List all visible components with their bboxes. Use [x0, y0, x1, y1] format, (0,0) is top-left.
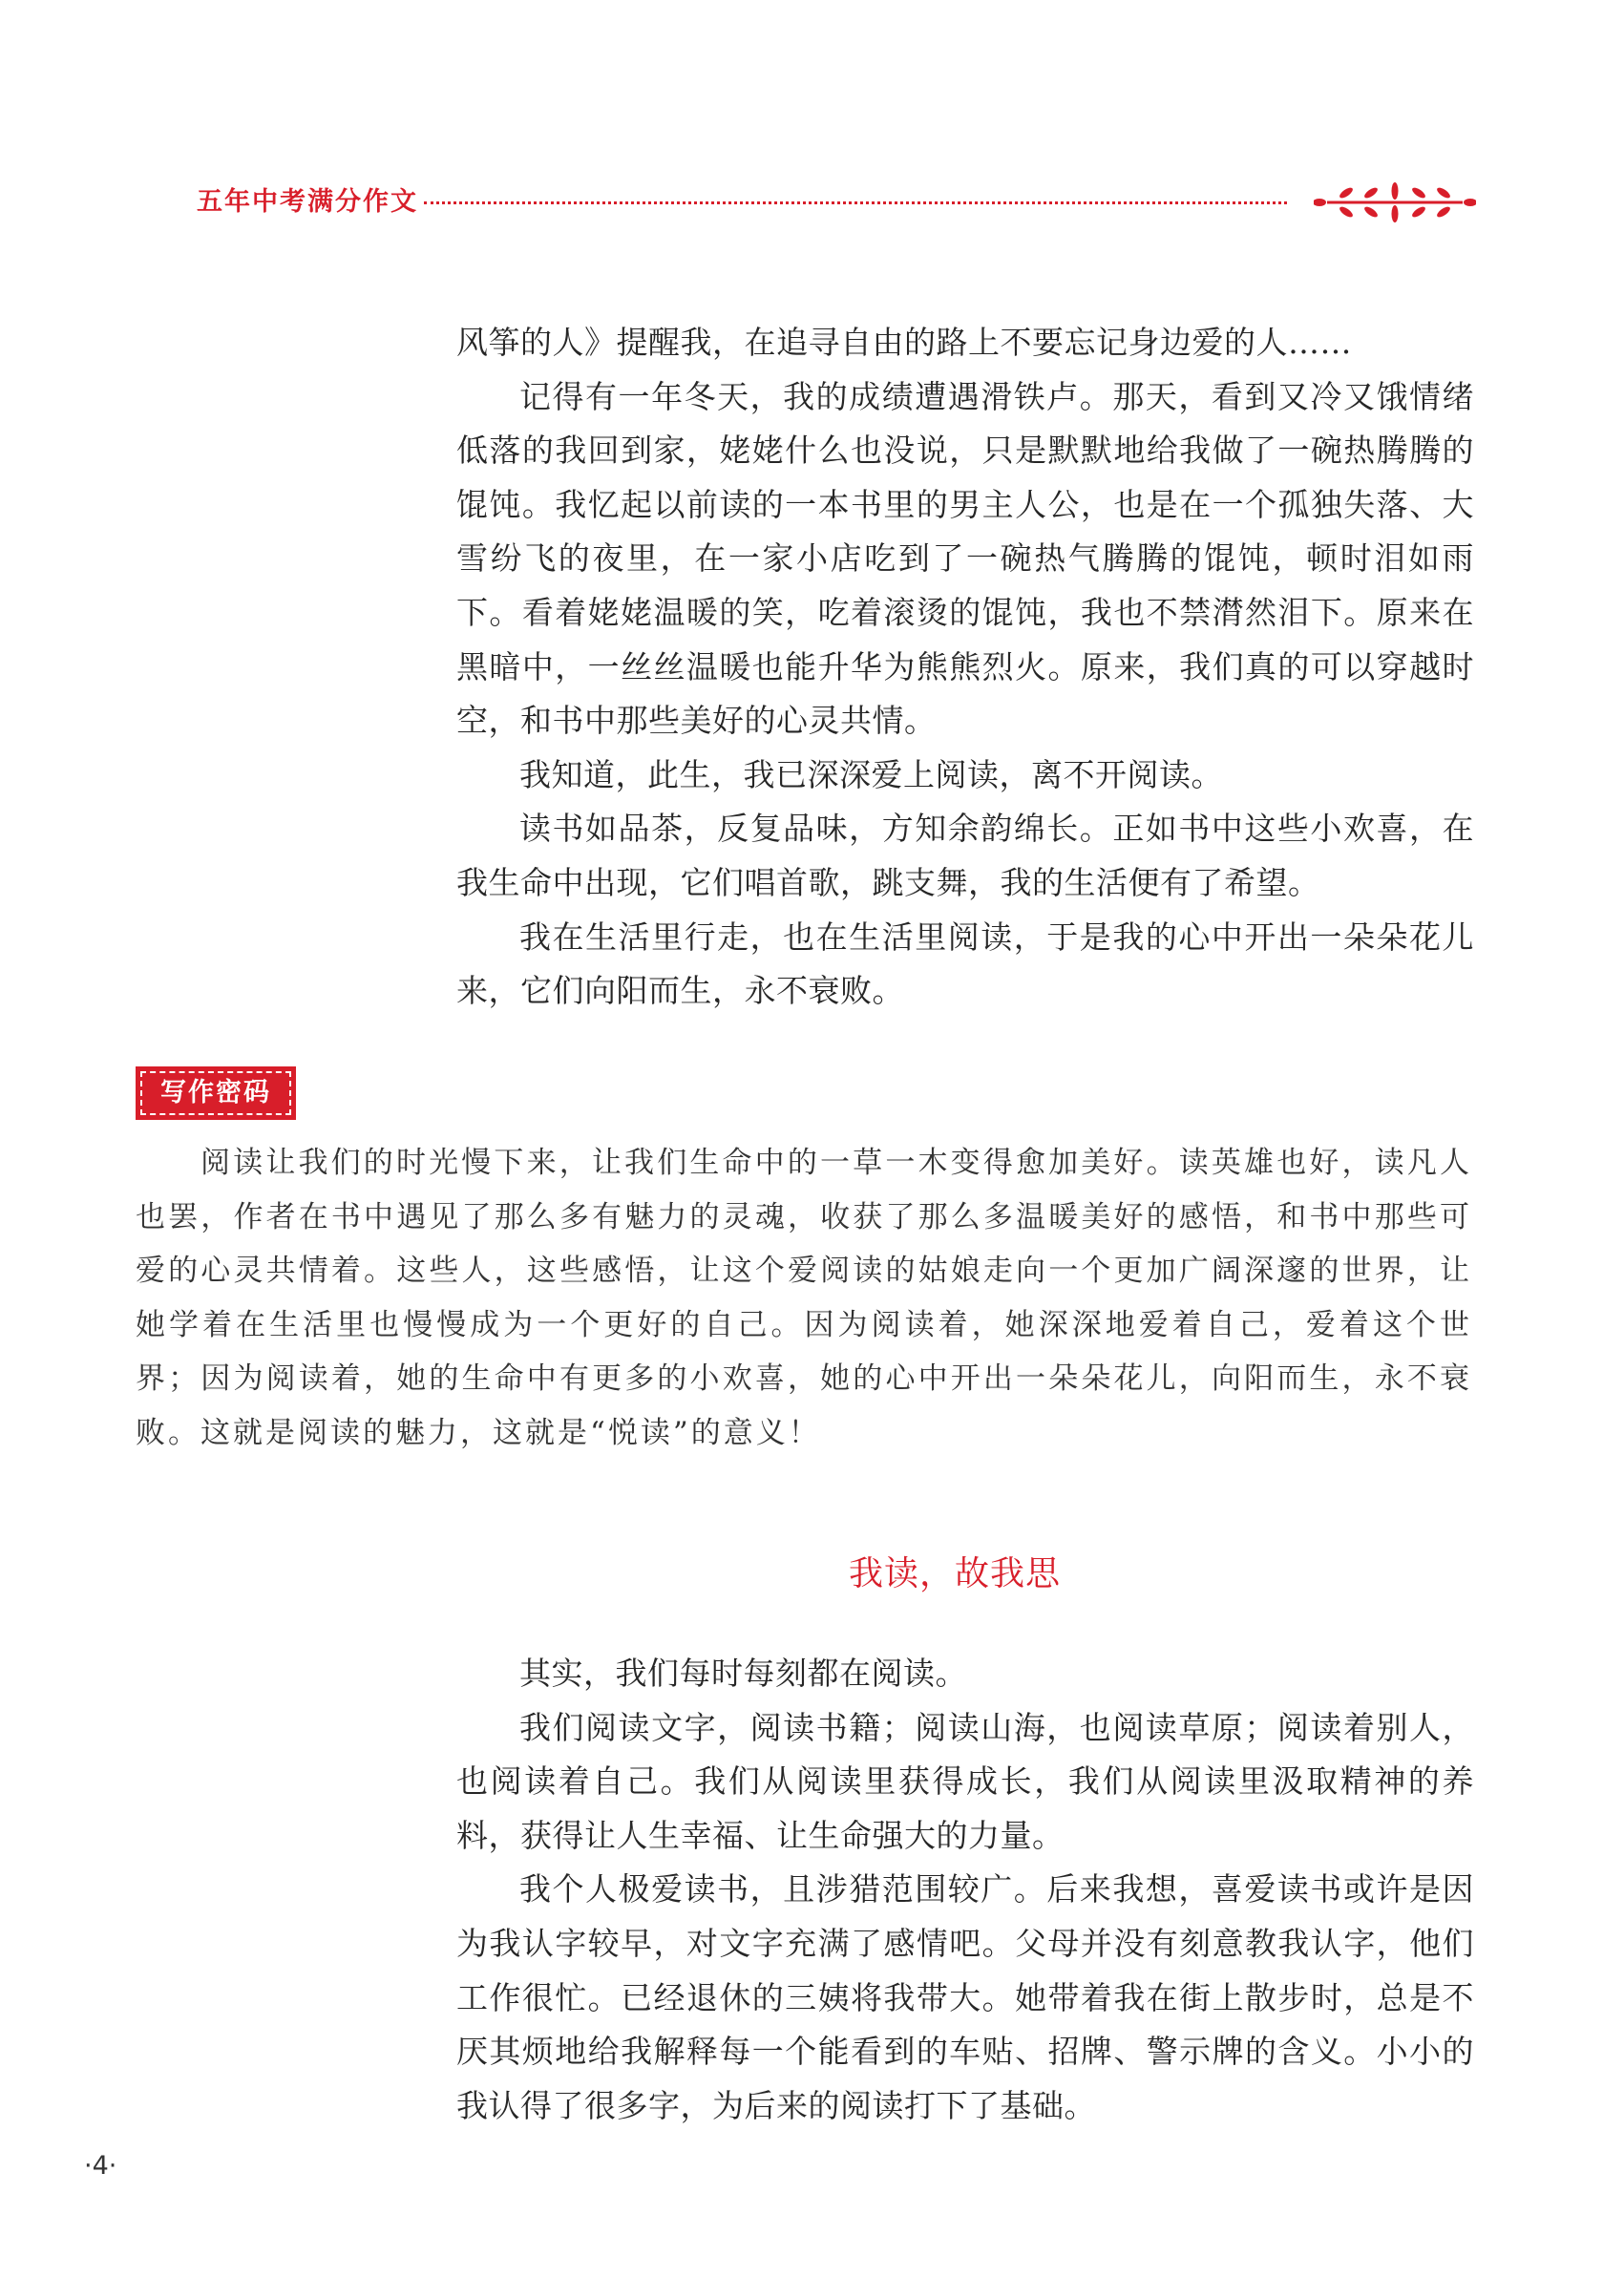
writing-tips-badge [136, 1066, 296, 1120]
essay-paragraph: 我们阅读文字，阅读书籍；阅读山海，也阅读草原；阅读着别人，也阅读着自己。我们从阅读里获得成长，我们从阅读里汲取精神的养料，获得让人生幸福、让生命强大的力量。 [456, 1708, 1474, 1854]
essay-paragraph: 其实，我们每时每刻都在阅读。 [519, 1655, 967, 1692]
header-title: 五年中考满分作文 [197, 187, 418, 217]
writing-tips-commentary [136, 1136, 1472, 1460]
essay-paragraph: 风筝的人》提醒我，在追寻自由的路上不要忘记身边爱的人…… [456, 324, 1352, 361]
essay-paragraph: 记得有一年冬天，我的成绩遭遇滑铁卢。那天，看到又冷又饿情绪低落的我回到家，姥姥什么也没说，只是默默地给我做了一碗热腾腾的馄饨。我忆起以前读的一本书里的男主人公，也是在一个孤独失落、大雪纷飞的夜里，在一家小店吃到了一碗热气腾腾的馄饨，顿时泪如雨下。看着姥姥温暖的笑，吃着滚烫的馄饨，我也不禁潸然泪下。原来在黑暗中，一丝丝温暖也能升华为熊熊烈火。原来，我们真的可以穿越时空，和书中那些美好的心灵共情。 [456, 377, 1474, 740]
essay-paragraph: 读书如品茶，反复品味，方知余韵绵长。正如书中这些小欢喜，在我生命中出现，它们唱首歌，跳支舞，我的生活便有了希望。 [456, 810, 1474, 901]
essay-paragraph: 我知道，此生，我已深深爱上阅读，离不开阅读。 [519, 755, 1223, 793]
essay-title: 我读，故我思 [848, 1554, 1061, 1593]
essay-paragraph: 我在生活里行走，也在生活里阅读，于是我的心中开出一朵朵花儿来，它们向阳而生，永不衰败。 [456, 918, 1474, 1010]
running-header [197, 181, 1476, 223]
essay-paragraph: 我个人极爱读书，且涉猎范围较广。后来我想，喜爱读书或许是因为我认字较早，对文字充满了感情吧。父母并没有刻意教我认字，他们工作很忙。已经退休的三姨将我带大。她带着我在街上散步时，总是不厌其烦地给我解释每一个能看到的车贴、招牌、警示牌的含义。小小的我认得了很多字，为后来的阅读打下了基础。 [456, 1870, 1474, 2124]
next-essay-body [456, 1647, 1474, 2133]
leaf-sprig-ornament-icon [1314, 181, 1476, 223]
essay-continuation [456, 316, 1474, 1019]
writing-tips-badge-label: 写作密码 [160, 1078, 271, 1107]
header-dotted-rule [424, 201, 1287, 204]
commentary-paragraph: 阅读让我们的时光慢下来，让我们生命中的一草一木变得愈加美好。读英雄也好，读凡人也罢，作者在书中遇见了那么多有魅力的灵魂，收获了那么多温暖美好的感悟，和书中那些可爱的心灵共情着。这些人，这些感悟，让这个爱阅读的姑娘走向一个更加广阔深邃的世界，让她学着在生活里也慢慢成为一个更好的自己。因为阅读着，她深深地爱着自己，爱着这个世界；因为阅读着，她的生命中有更多的小欢喜，她的心中开出一朵朵花儿，向阳而生，永不衰败。这就是阅读的魅力，这就是“悦读”的意义！ [136, 1146, 1472, 1450]
page-number: ·4· [84, 2151, 117, 2181]
